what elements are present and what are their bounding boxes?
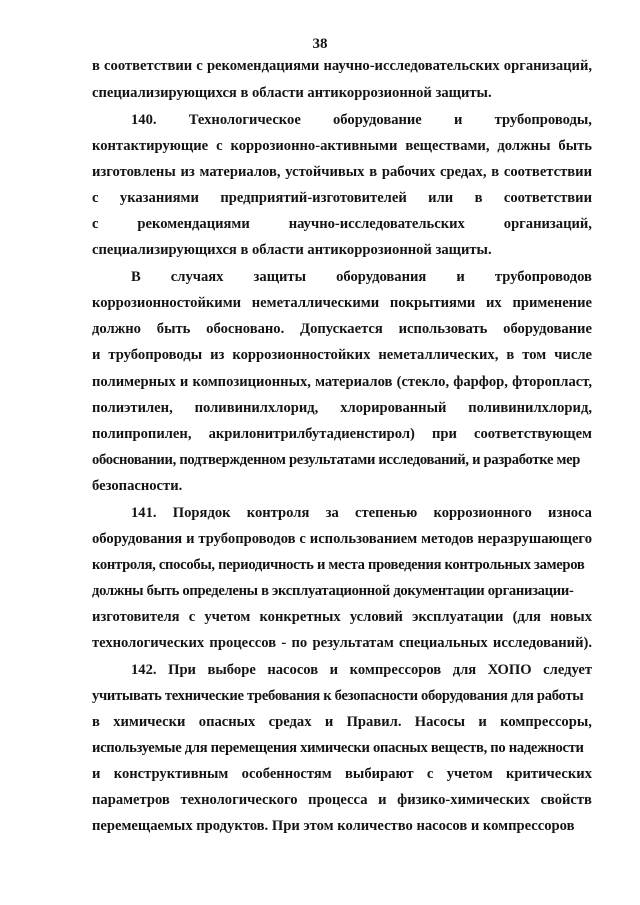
text-line [92, 556, 592, 574]
text-segment: опасных [198, 714, 256, 730]
text-segment: за [325, 505, 339, 521]
text-segment: оборудования и трубопроводов с использованием методов неразрушающего [92, 531, 592, 547]
text-segment: и [378, 792, 387, 808]
text-segment: безопасности. [92, 478, 183, 494]
text-segment: коррозионного [433, 505, 532, 521]
text-segment: 140. [131, 112, 157, 128]
text-segment: специализирующихся в области антикоррозионной защиты. [92, 85, 492, 101]
text-segment: поливинилхлорид, [468, 400, 592, 416]
text-line [92, 687, 592, 705]
text-segment: указаниями [119, 190, 199, 206]
text-line [92, 530, 592, 548]
text-segment: их [486, 295, 502, 311]
text-segment: предприятий-изготовителей [220, 190, 407, 206]
text-segment: покрытиями [389, 295, 476, 311]
text-segment: полимерных и композиционных, материалов (стекло, фарфор, фторопласт, [92, 374, 592, 390]
text-segment: применение [512, 295, 592, 311]
text-segment: учетом [446, 766, 493, 782]
text-line [92, 817, 592, 835]
text-segment: Правил. [346, 714, 402, 730]
text-segment: неметаллическими [251, 295, 380, 311]
text-line [92, 163, 592, 181]
text-line [92, 608, 592, 626]
text-segment: хлорированный [340, 400, 447, 416]
text-segment: научно-исследовательских [288, 216, 465, 232]
text-segment: изготовлены из материалов, устойчивых в рабочих средах, в соответствии [92, 164, 592, 180]
text-segment: процесса [308, 792, 368, 808]
text-segment: и [92, 766, 101, 782]
text-line [92, 320, 592, 338]
text-segment: в соответствии с рекомендациями научно-исследовательских организаций, [92, 58, 592, 74]
text-line [131, 268, 592, 286]
text-segment: трубопроводы, [494, 112, 592, 128]
text-line [92, 215, 592, 233]
text-segment: износа [548, 505, 592, 521]
text-line [131, 661, 592, 679]
text-segment: используемые для перемещения химически опасных веществ, по надежности [92, 740, 584, 756]
text-segment: степенью [354, 505, 418, 521]
text-segment: с [92, 190, 99, 206]
text-line [92, 451, 592, 469]
text-segment: компрессоры, [500, 714, 592, 730]
text-segment: должны быть определены в эксплуатационной документации организации- [92, 583, 574, 599]
text-segment: Технологическое [188, 112, 301, 128]
text-segment: критических [506, 766, 592, 782]
text-segment: средах [268, 714, 312, 730]
text-segment: использовать [398, 321, 488, 337]
text-line [92, 57, 592, 75]
text-line [92, 137, 592, 155]
text-segment: контактирующие с коррозионно-активными веществами, должны быть [92, 138, 592, 154]
text-line [92, 791, 592, 809]
text-segment: технологических процессов - по результатам специальных исследований). [92, 635, 592, 651]
text-segment: контроля, способы, периодичность и места проведения контрольных замеров [92, 557, 585, 573]
text-line [92, 739, 592, 757]
text-line [92, 84, 592, 102]
text-segment: специализирующихся в области антикоррозионной защиты. [92, 242, 492, 258]
text-segment: в [474, 190, 483, 206]
text-segment: обосновании, подтвержденном результатами исследований, и разработке мер [92, 452, 581, 468]
text-segment: случаях [170, 269, 224, 285]
text-segment: Насосы [414, 714, 466, 730]
text-line [92, 582, 592, 600]
text-line [92, 241, 592, 259]
text-line [92, 373, 592, 391]
text-segment: должно [92, 321, 141, 337]
text-segment: технологического [180, 792, 298, 808]
text-segment: поливинилхлорид, [194, 400, 319, 416]
text-segment: химически [113, 714, 186, 730]
text-line [131, 504, 592, 522]
text-segment: с [92, 216, 99, 232]
text-segment: изготовителя с учетом конкретных условий эксплуатации (для новых [92, 609, 592, 625]
text-segment: соответствии [503, 190, 592, 206]
text-segment: учитывать технические требования к безопасности оборудования для работы [92, 688, 584, 704]
text-segment: акрилонитрилбутадиенстирол) [208, 426, 415, 442]
text-segment: оборудование [333, 112, 422, 128]
text-segment: и трубопроводы из коррозионностойких неметаллических, в том числе [92, 347, 592, 363]
text-segment: и [456, 269, 465, 285]
text-segment: 142. При выборе насосов и компрессоров для ХОПО следует [131, 662, 592, 678]
text-segment: коррозионностойкими [92, 295, 242, 311]
text-segment: полипропилен, [92, 426, 192, 442]
text-line [92, 477, 592, 495]
text-segment: выбирают [345, 766, 414, 782]
text-segment: особенностям [241, 766, 332, 782]
text-segment: с [426, 766, 434, 782]
text-line [92, 634, 592, 652]
text-segment: трубопроводов [494, 269, 592, 285]
text-line [92, 765, 592, 783]
text-segment: контроля [246, 505, 310, 521]
text-segment: Порядок [172, 505, 231, 521]
text-segment: и [454, 112, 463, 128]
page-number: 38 [312, 36, 328, 52]
text-line [92, 189, 592, 207]
text-segment: полиэтилен, [92, 400, 173, 416]
text-segment: в [92, 714, 100, 730]
text-line [92, 346, 592, 364]
text-segment: оборудование [503, 321, 592, 337]
text-line [92, 425, 592, 443]
text-segment: конструктивным [113, 766, 229, 782]
text-segment: защиты [253, 269, 307, 285]
text-segment: физико-химических [397, 792, 530, 808]
text-segment: Допускается [300, 321, 383, 337]
text-segment: 141. [131, 505, 157, 521]
text-segment: быть [156, 321, 191, 337]
text-line [92, 713, 592, 731]
text-line [131, 111, 592, 129]
text-segment: параметров [92, 792, 170, 808]
text-segment: или [428, 190, 454, 206]
text-segment: В [131, 269, 141, 285]
text-segment: соответствующем [474, 426, 592, 442]
text-line [92, 294, 592, 312]
text-segment: и [324, 714, 334, 730]
text-segment: и [478, 714, 487, 730]
text-segment: оборудования [336, 269, 427, 285]
text-segment: свойств [540, 792, 592, 808]
text-segment: рекомендациями [137, 216, 250, 232]
text-segment: перемещаемых продуктов. При этом количество насосов и компрессоров [92, 818, 575, 834]
text-segment: при [431, 426, 457, 442]
text-segment: обосновано. [206, 321, 285, 337]
text-segment: организаций, [503, 216, 592, 232]
text-line [92, 399, 592, 417]
